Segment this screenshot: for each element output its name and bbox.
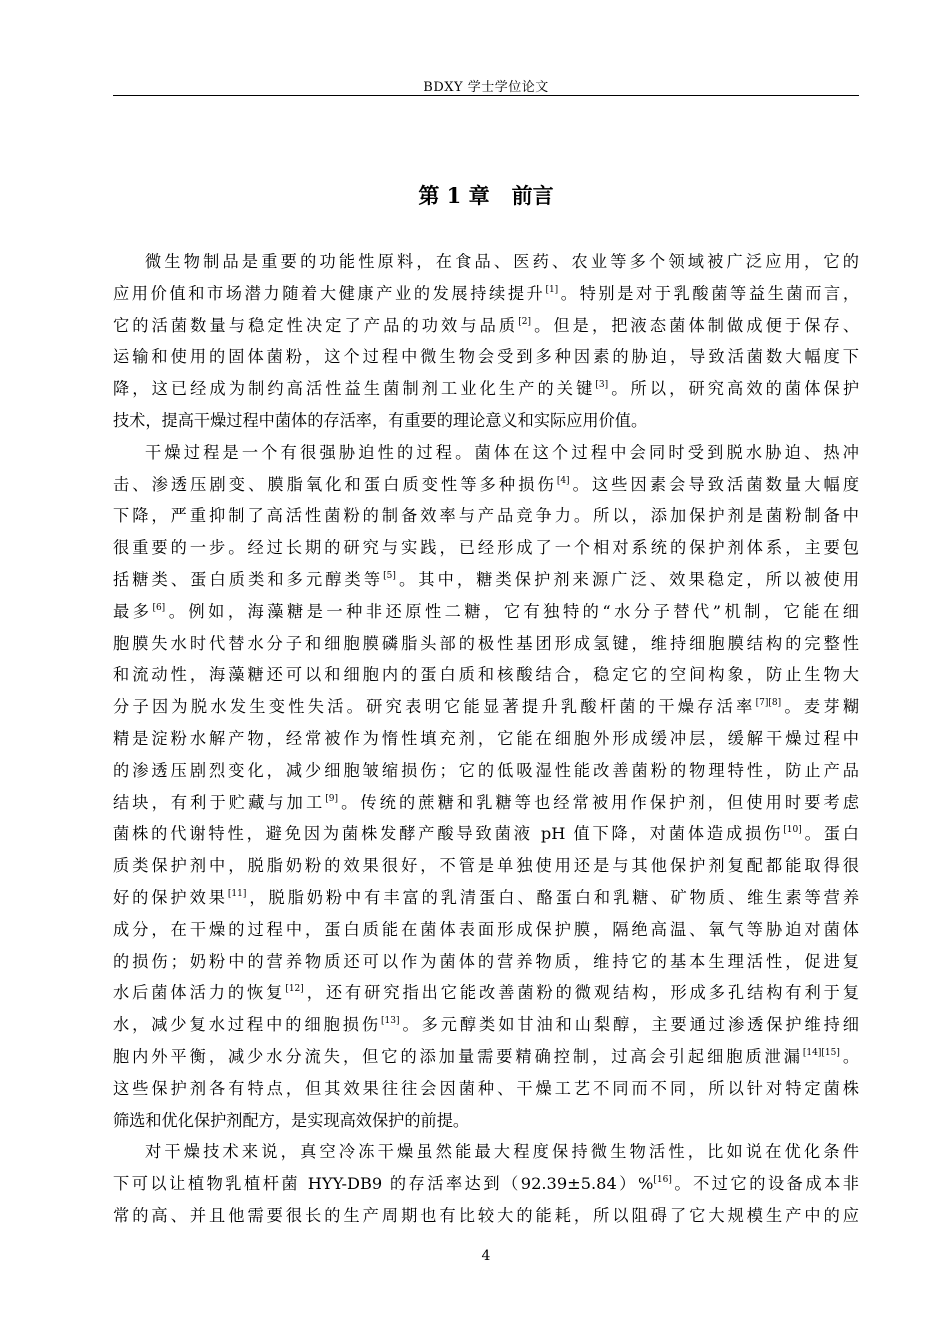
text-run: ，还有研究指出它能改善菌粉的微观结构，形成多孔结构有利于复 xyxy=(303,983,860,1003)
text-run: 最多 xyxy=(113,601,153,621)
text-line xyxy=(113,1041,859,1073)
text-run: 微生物制品是重要的功能性原料，在食品、医药、农业等多个领域被广泛应用，它的 xyxy=(145,252,859,271)
text-line xyxy=(113,1009,859,1041)
text-run: 技术，提高干燥过程中菌体的存活率，有重要的理论意义和实际应用价值。 xyxy=(113,410,648,430)
text-line xyxy=(113,1073,859,1105)
citation-marker: [2] xyxy=(518,316,531,327)
text-run: 好的保护效果 xyxy=(113,887,228,907)
text-run: 。但是，把液态菌体制做成便于保存、 xyxy=(530,315,860,335)
text-run: 分子因为脱水发生变性失活。研究表明它能显著提升乳酸杆菌的干燥存活率 xyxy=(113,697,756,717)
citation-marker: [13] xyxy=(381,1016,400,1027)
text-line xyxy=(113,787,859,819)
text-line xyxy=(113,755,859,787)
text-run: 水后菌体活力的恢复 xyxy=(113,983,286,1003)
chapter-title-text: 前言 xyxy=(511,183,554,208)
text-run: 很重要的一步。经过长期的研究与实践，已经形成了一个相对系统的保护剂体系，主要包 xyxy=(113,538,859,558)
text-run: 结块，有利于贮藏与加工 xyxy=(113,792,326,812)
text-run: 。多元醇类如甘油和山梨醇，主要通过渗透保护维持细 xyxy=(399,1015,859,1035)
text-line xyxy=(113,1168,859,1200)
text-run: 对干燥技术来说，真空冷冻干燥虽然能最大程度保持微生物活性，比如说在优化条件 xyxy=(145,1142,859,1162)
text-line xyxy=(113,469,859,501)
text-line xyxy=(113,437,859,469)
page-number: 4 xyxy=(481,1248,491,1264)
text-line xyxy=(113,628,859,660)
running-header: BDXY 学士学位论文 xyxy=(423,80,549,95)
text-run: 。这些因素会导致活菌数量大幅度 xyxy=(569,474,860,494)
paragraph xyxy=(113,246,859,437)
text-run: 它的活菌数量与稳定性决定了产品的功效与品质 xyxy=(113,315,519,335)
text-run: 。特别是对于乳酸菌等益生菌而言， xyxy=(558,283,860,303)
text-line xyxy=(113,1105,859,1137)
text-line xyxy=(113,246,859,278)
text-line xyxy=(113,532,859,564)
header-rule xyxy=(113,95,859,96)
paragraph xyxy=(113,1136,859,1231)
citation-marker: [10] xyxy=(783,825,802,836)
text-run: 干燥过程是一个有很强胁迫性的过程。菌体在这个过程中会同时受到脱水胁迫、热冲 xyxy=(145,442,859,462)
chapter-title xyxy=(113,180,859,212)
chapter-number: 第 1 章 xyxy=(418,183,490,208)
text-line xyxy=(113,1136,859,1168)
citation-marker: [14][15] xyxy=(802,1047,840,1058)
text-line xyxy=(113,659,859,691)
text-run: 下降，严重抑制了高活性菌粉的制备效率与产品竞争力。所以，添加保护剂是菌粉制备中 xyxy=(113,506,859,526)
text-line xyxy=(113,723,859,755)
text-line xyxy=(113,1200,859,1232)
citation-marker: [1] xyxy=(545,284,559,295)
text-line xyxy=(113,310,859,342)
citation-marker: [12] xyxy=(285,984,304,995)
text-run: 括糖类、蛋白质类和多元醇类等 xyxy=(113,569,384,589)
text-run: 胞膜失水时代替水分子和细胞膜磷脂头部的极性基团形成氢键，维持细胞膜结构的完整性 xyxy=(113,633,859,653)
text-line xyxy=(113,882,859,914)
text-run: 这些保护剂各有特点，但其效果往往会因菌种、干燥工艺不同而不同，所以针对特定菌株 xyxy=(113,1078,859,1098)
text-run: 降，这已经成为制约高活性益生菌制剂工业化生产的关键 xyxy=(113,379,596,399)
text-line xyxy=(113,914,859,946)
text-run: 胞内外平衡，减少水分流失，但它的添加量需要精确控制，过高会引起细胞质泄漏 xyxy=(113,1046,803,1066)
text-run: 应用价值和市场潜力随着大健康产业的发展持续提升 xyxy=(113,283,546,303)
text-line xyxy=(113,691,859,723)
text-run: 。 xyxy=(839,1046,860,1066)
citation-marker: [9] xyxy=(325,793,339,804)
text-line xyxy=(113,977,859,1009)
citation-marker: [11] xyxy=(227,888,247,899)
citation-marker: [7][8] xyxy=(755,698,782,709)
text-run: 筛选和优化保护剂配方，是实现高效保护的前提。 xyxy=(113,1110,470,1130)
text-run: 质类保护剂中，脱脂奶粉的效果很好，不管是单独使用还是与其他保护剂复配都能取得很 xyxy=(113,856,859,876)
text-run: 的损伤；奶粉中的营养物质还可以作为菌体的营养物质，维持它的基本生理活性，促进复 xyxy=(113,951,859,971)
text-line xyxy=(113,278,859,310)
text-run: 和流动性，海藻糖还可以和细胞内的蛋白质和核酸结合，稳定它的空间构象，防止生物大 xyxy=(113,665,859,685)
text-line xyxy=(113,373,859,405)
text-line xyxy=(113,341,859,373)
text-run: 。例如，海藻糖是一种非还原性二糖，它有独特的“水分子替代”机制，它能在细 xyxy=(165,601,859,621)
text-line xyxy=(113,850,859,882)
citation-marker: [6] xyxy=(152,602,166,613)
text-line xyxy=(113,500,859,532)
body-text xyxy=(113,246,859,1232)
text-run: 。传统的蔗糖和乳糖等也经常被用作保护剂，但使用时要考虑 xyxy=(338,792,860,812)
text-line xyxy=(113,596,859,628)
citation-marker: [4] xyxy=(556,475,570,486)
text-line xyxy=(113,946,859,978)
text-run: 常的高、并且他需要很长的生产周期也有比较大的能耗，所以阻碍了它大规模生产中的应 xyxy=(113,1205,859,1225)
text-run: 菌株的代谢特性，避免因为菌株发酵产酸导致菌液 pH 值下降，对菌体造成损伤 xyxy=(113,824,784,844)
text-line xyxy=(113,818,859,850)
citation-marker: [16] xyxy=(653,1175,672,1186)
text-line xyxy=(113,405,859,437)
text-run: 。所以，研究高效的菌体保护 xyxy=(608,379,860,399)
text-run: 。蛋白 xyxy=(801,824,859,844)
text-run: 运输和使用的固体菌粉，这个过程中微生物会受到多种因素的胁迫，导致活菌数大幅度下 xyxy=(113,347,859,367)
text-run: 击、渗透压剧变、膜脂氧化和蛋白质变性等多种损伤 xyxy=(113,474,557,494)
citation-marker: [5] xyxy=(383,570,396,581)
text-run: ，脱脂奶粉中有丰富的乳清蛋白、酪蛋白和乳糖、矿物质、维生素等营养 xyxy=(246,887,860,907)
text-run: 。麦芽糊 xyxy=(781,697,860,717)
text-run: 水，减少复水过程中的细胞损伤 xyxy=(113,1015,382,1035)
text-run: 。其中，糖类保护剂来源广泛、效果稳定，所以被使用 xyxy=(395,569,860,589)
paragraph xyxy=(113,437,859,1137)
text-run: 成分，在干燥的过程中，蛋白质能在菌体表面形成保护膜，隔绝高温、氧气等胁迫对菌体 xyxy=(113,919,859,939)
text-run: 精是淀粉水解产物，经常被作为惰性填充剂，它能在细胞外形成缓冲层，缓解干燥过程中 xyxy=(113,728,859,748)
text-run: 下可以让植物乳植杆菌 HYY-DB9 的存活率达到（92.39±5.84）% xyxy=(113,1174,654,1194)
text-run: 的渗透压剧烈变化，减少细胞皱缩损伤；它的低吸湿性能改善菌粉的物理特性，防止产品 xyxy=(113,760,859,780)
text-run: 。不过它的设备成本非 xyxy=(671,1174,859,1194)
text-line xyxy=(113,564,859,596)
citation-marker: [3] xyxy=(595,380,609,391)
